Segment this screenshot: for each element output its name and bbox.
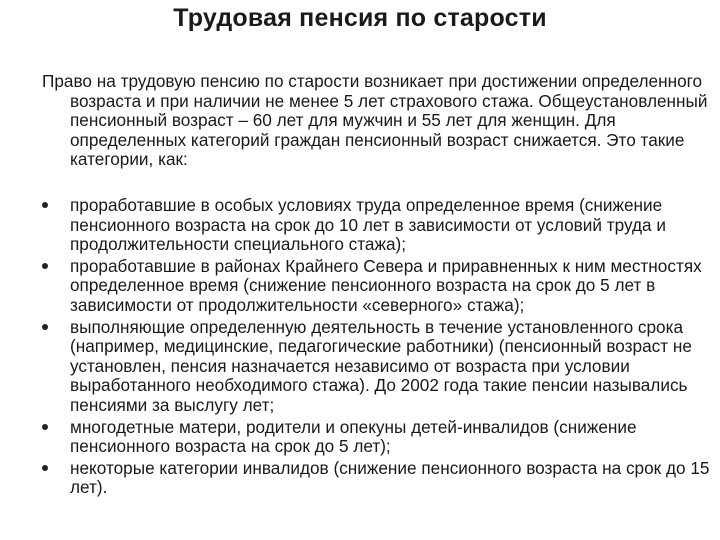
bullet-icon (42, 424, 48, 430)
list-item-text: проработавшие в особых условиях труда определенное время (снижение пенсионного возраста на срок до 10 лет в зависимости от условий труда и продолжительности специального стажа); (70, 195, 666, 255)
list-item (42, 318, 712, 416)
bullet-icon (42, 324, 48, 330)
category-list (42, 196, 712, 500)
list-item (42, 459, 712, 498)
list-item-text: проработавшие в районах Крайнего Севера и приравненных к ним местностях определенное время (снижение пенсионного возраста на срок до 5 лет в зависимости от продолжительности «северного» стажа); (70, 255, 702, 315)
bullet-icon (42, 263, 48, 269)
list-item (42, 418, 712, 457)
list-item (42, 196, 712, 255)
list-item (42, 257, 712, 316)
list-item-text: некоторые категории инвалидов (снижение пенсионного возраста на срок до 15 лет). (70, 457, 710, 498)
bullet-icon (42, 202, 48, 208)
list-item-text: выполняющие определенную деятельность в течение установленного срока (например, медицинские, педагогические работники) (пенсионный возраст не установлен, пенсия назначается независимо от возраста при условии выработанного необходимого стажа). До 2002 года такие пенсии назывались пенсиями за выслугу лет; (70, 316, 692, 415)
list-item-text: многодетные матери, родители и опекуны детей-инвалидов (снижение пенсионного возраста на срок до 5 лет); (70, 416, 637, 457)
intro-paragraph: Право на трудовую пенсию по старости возникает при достижении определенного возраста и при наличии не менее 5 лет страхового стажа. Общеустановленный пенсионный возраст – 60 лет для мужчин и 55 лет для женщин. Для определенных категорий граждан пенсионный возраст снижается. Это такие категории, как: (42, 71, 708, 170)
slide-title: Трудовая пенсия по старости (173, 4, 547, 32)
bullet-icon (42, 465, 48, 471)
